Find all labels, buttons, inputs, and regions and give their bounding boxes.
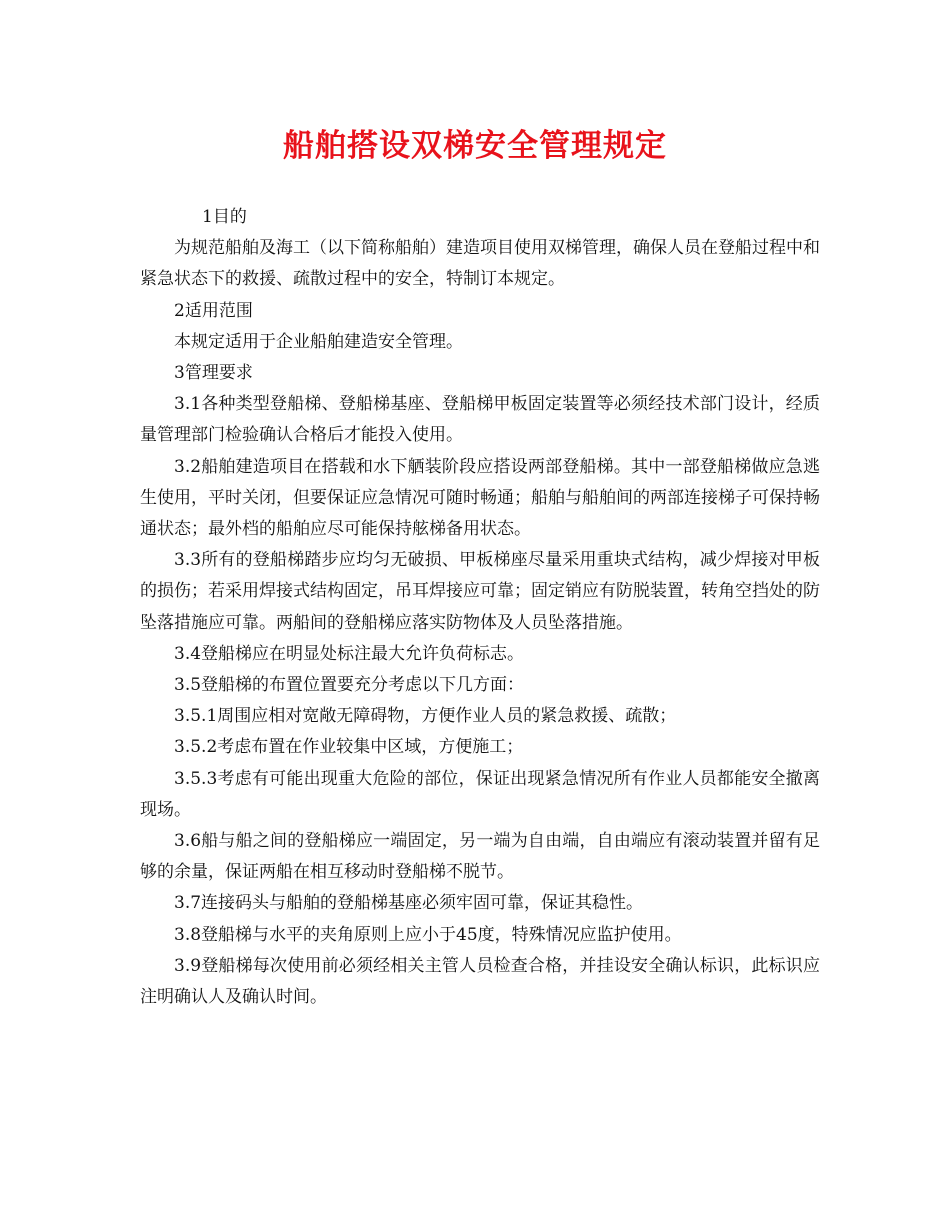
paragraph-scope: 本规定适用于企业船舶建造安全管理。 (174, 331, 463, 352)
clause-3-5-3: 3.5.3考虑有可能出现重大危险的部位，保证出现紧急情况所有作业人员都能安全撤离现场。 (140, 768, 820, 820)
clause-3-7: 3.7连接码头与船舶的登船梯基座必须牢固可靠，保证其稳性。 (174, 893, 644, 914)
document-title: 船舶搭设双梯安全管理规定 (283, 128, 667, 164)
clause-3-5-2: 3.5.2考虑布置在作业较集中区域，方便施工； (174, 737, 524, 758)
clause-3-1: 3.1各种类型登船梯、登船梯基座、登船梯甲板固定装置等必须经技术部门设计，经质量管理部门检验确认合格后才能投入使用。 (140, 394, 820, 446)
document-body (140, 202, 820, 1013)
section-heading-scope: 2适用范围 (174, 300, 253, 321)
section-heading-requirements: 3管理要求 (174, 363, 253, 384)
clause-3-2: 3.2船舶建造项目在搭载和水下舾装阶段应搭设两部登船梯。其中一部登船梯做应急逃生使用，平时关闭，但要保证应急情况可随时畅通；船舶与船舶间的两部连接梯子可保持畅通状态；最外档的船舶应尽可能保持舷梯备用状态。 (140, 456, 820, 540)
clause-3-8: 3.8登船梯与水平的夹角原则上应小于45度，特殊情况应监护使用。 (174, 924, 682, 945)
section-heading-purpose: 1目的 (202, 207, 247, 227)
clause-3-5: 3.5登船梯的布置位置要充分考虑以下几方面： (174, 675, 525, 696)
clause-3-4: 3.4登船梯应在明显处标注最大允许负荷标志。 (174, 643, 525, 664)
paragraph-purpose: 为规范船舶及海工（以下简称船舶）建造项目使用双梯管理，确保人员在登船过程中和紧急状态下的救援、疏散过程中的安全，特制订本规定。 (140, 238, 820, 290)
clause-3-6: 3.6船与船之间的登船梯应一端固定，另一端为自由端，自由端应有滚动装置并留有足够的余量，保证两船在相互移动时登船梯不脱节。 (140, 831, 820, 883)
clause-3-3: 3.3所有的登船梯踏步应均匀无破损、甲板梯座尽量采用重块式结构，减少焊接对甲板的损伤；若采用焊接式结构固定，吊耳焊接应可靠；固定销应有防脱装置，转角空挡处的防坠落措施应可靠。两船间的登船梯应落实防物体及人员坠落措施。 (140, 550, 820, 633)
clause-3-9: 3.9登船梯每次使用前必须经相关主管人员检查合格，并挂设安全确认标识，此标识应注明确认人及确认时间。 (140, 955, 820, 1008)
clause-3-5-1: 3.5.1周围应相对宽敞无障碍物，方便作业人员的紧急救援、疏散； (174, 706, 677, 727)
